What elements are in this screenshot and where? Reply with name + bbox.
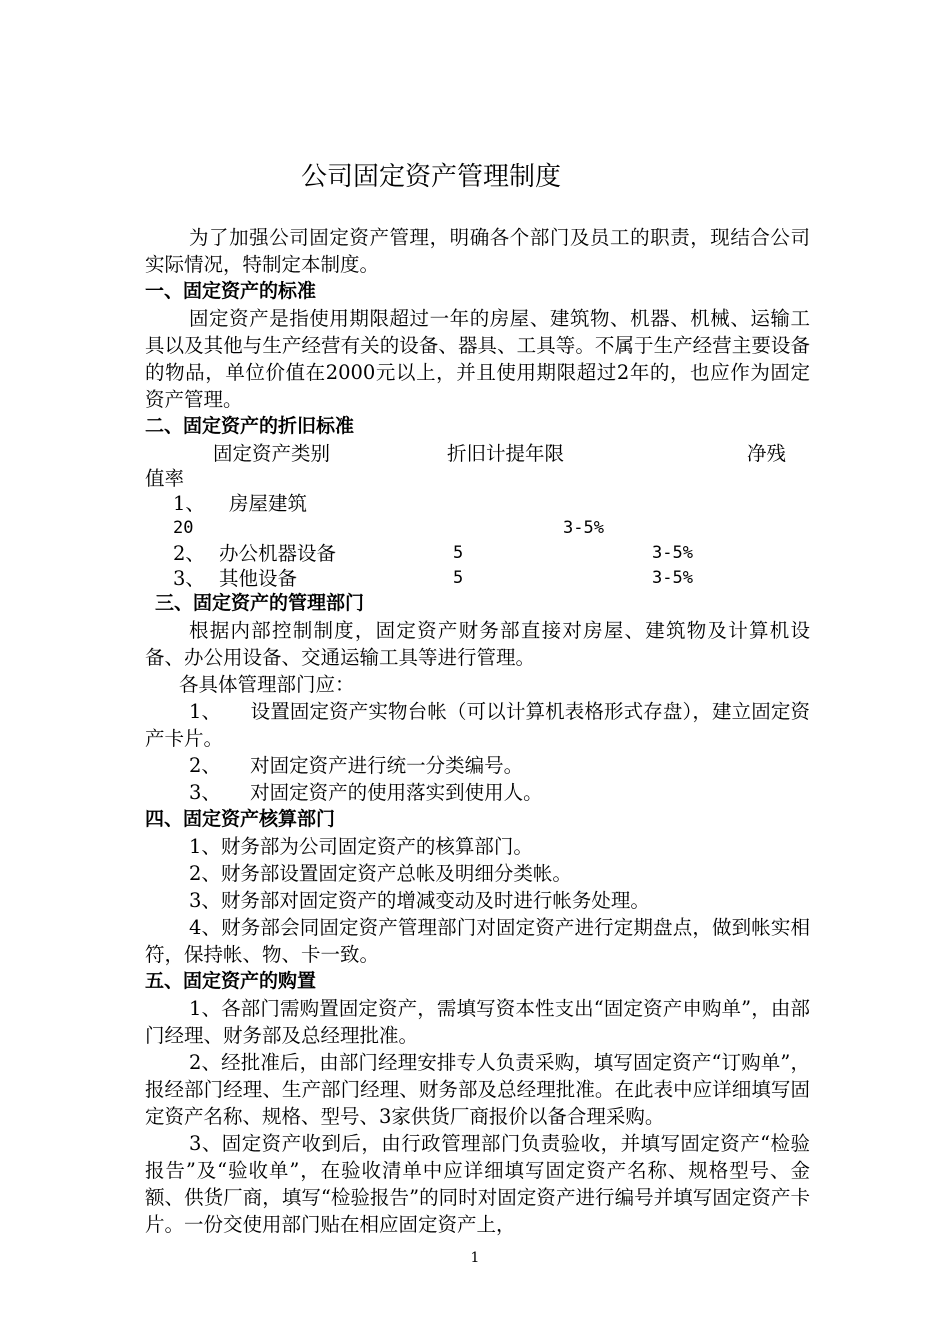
col-asset-type: 固定资产类别	[213, 442, 331, 465]
page-number: 1	[470, 1250, 480, 1266]
section-4-item-1: 1、财务部为公司固定资产的核算部门。	[189, 835, 533, 858]
section-5-paragraph-1: 1、各部门需购置固定资产，需填写资本性支出“固定资产申购单”，由部门经理、财务部及总经理批准。	[145, 997, 810, 1047]
row-rate: 3-5%	[652, 568, 693, 588]
intro-paragraph: 为了加强公司固定资产管理，明确各个部门及员工的职责，现结合公司实际情况，特制定本制度。	[145, 226, 810, 276]
section-1-heading: 一、固定资产的标准	[145, 280, 317, 302]
section-5-paragraph-3: 3、固定资产收到后，由行政管理部门负责验收，并填写固定资产“检验报告”及“验收单”，在验收清单中应详细填写固定资产名称、规格型号、金额、供货厂商，填写“检验报告”的同时对固定资产进行编号并填写固定资产卡片。一份交使用部门贴在相应固定资产上，	[145, 1132, 810, 1236]
section-4-item-2: 2、财务部设置固定资产总帐及明细分类帐。	[189, 862, 572, 885]
row-name: 房屋建筑	[229, 492, 308, 515]
row-num: 2、	[173, 542, 205, 565]
row-rate: 3-5%	[652, 543, 693, 563]
table-row	[145, 565, 810, 590]
row-rate: 3-5%	[563, 518, 604, 538]
col-residual-a: 净残	[747, 442, 787, 465]
table-row-wrap	[145, 515, 810, 540]
section-3-subintro: 各具体管理部门应：	[179, 673, 355, 696]
row-name: 其他设备	[219, 567, 298, 590]
row-years: 5	[453, 543, 464, 563]
section-5-heading: 五、固定资产的购置	[145, 970, 317, 992]
section-3-item-2: 2、 对固定资产进行统一分类编号。	[189, 754, 524, 777]
col-residual-b: 值率	[145, 467, 185, 490]
section-3-heading: 三、固定资产的管理部门	[155, 592, 365, 614]
section-3-item-1: 1、 设置固定资产实物台帐（可以计算机表格形式存盘），建立固定资产卡片。	[145, 700, 810, 750]
section-1-paragraph: 固定资产是指使用期限超过一年的房屋、建筑物、机器、机械、运输工具以及其他与生产经营有关的设备、器具、工具等。不属于生产经营主要设备的物品，单位价值在2000元以上，并且使用期限超过2年的，也应作为固定资产管理。	[145, 307, 810, 411]
col-years: 折旧计提年限	[447, 442, 565, 465]
row-years: 5	[453, 568, 464, 588]
table-row	[145, 540, 810, 565]
document-title: 公司固定资产管理制度	[300, 162, 561, 192]
section-4-item-4: 4、财务部会同固定资产管理部门对固定资产进行定期盘点，做到帐实相符，保持帐、物、卡一致。	[145, 916, 810, 966]
section-3-paragraph: 根据内部控制制度，固定资产财务部直接对房屋、建筑物及计算机设备、办公用设备、交通运输工具等进行管理。	[145, 619, 810, 669]
row-num: 1、	[173, 492, 205, 515]
section-3-item-3: 3、 对固定资产的使用落实到使用人。	[189, 781, 543, 804]
section-4-item-3: 3、财务部对固定资产的增减变动及时进行帐务处理。	[189, 889, 650, 912]
section-4-heading: 四、固定资产核算部门	[145, 808, 336, 830]
table-row	[145, 490, 810, 515]
row-years: 20	[173, 518, 194, 538]
row-num: 3、	[173, 567, 205, 590]
depreciation-table-header	[145, 440, 810, 465]
section-2-heading: 二、固定资产的折旧标准	[145, 415, 355, 437]
row-name: 办公机器设备	[219, 542, 337, 565]
document-body	[145, 224, 810, 1238]
section-5-paragraph-2: 2、经批准后，由部门经理安排专人负责采购，填写固定资产“订购单”，报经部门经理、生产部门经理、财务部及总经理批准。在此表中应详细填写固定资产名称、规格、型号、3家供货厂商报价以备合理采购。	[145, 1051, 810, 1128]
depreciation-table-header-wrap	[145, 465, 810, 490]
